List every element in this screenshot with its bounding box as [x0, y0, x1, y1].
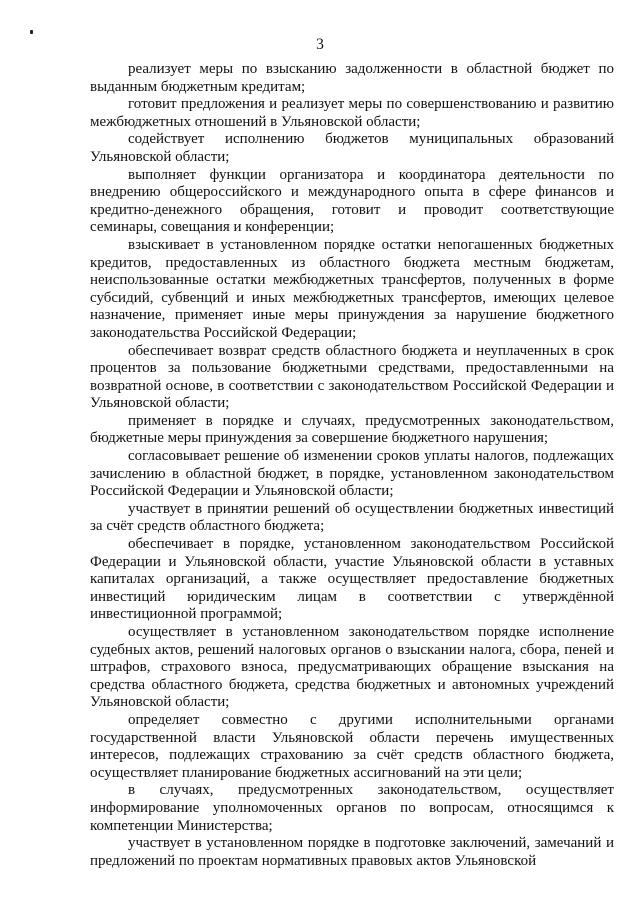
- paragraph-investment-decisions: участвует в принятии решений об осуществлении бюджетных инвестиций за счёт средств областного бюджета;: [90, 500, 614, 535]
- paragraph-debt-collection: реализует меры по взысканию задолженности в областной бюджет по выданным бюджетным кредитам;: [90, 61, 614, 95]
- page-number: 3: [316, 36, 324, 53]
- paragraph-recovery-of-balances: взыскивает в установленном порядке остатки непогашенных бюджетных кредитов, предоставленных из областного бюджета местным бюджетам, неиспользованные остатки межбюджетных трансфертов, полученных в форме субсидий, субвенций и иных межбюджетных трансфертов, имеющих целевое назначение, применяет иные меры принуждения за нарушение бюджетного законодательства Российской Федерации;: [90, 236, 614, 341]
- paragraph-coercive-measures: применяет в порядке и случаях, предусмотренных законодательством, бюджетные меры принуждения за совершение бюджетного нарушения;: [90, 412, 614, 447]
- paragraph-informing-authorities: в случаях, предусмотренных законодательством, осуществляет информирование уполномоченных органов по вопросам, относящимся к компетенции Министерства;: [90, 782, 614, 834]
- paragraph-municipal-budgets: содействует исполнению бюджетов муниципальных образований Ульяновской области;: [90, 131, 614, 165]
- scan-artifact-mark: [30, 30, 33, 34]
- paragraph-interbudget-relations: готовит предложения и реализует меры по совершенствованию и развитию межбюджетных отношений в Ульяновской области;: [90, 96, 614, 130]
- paragraph-property-insurance: определяет совместно с другими исполнительными органами государственной власти Ульяновской области перечень имущественных интересов, подлежащих страхованию за счёт средств областного бюджета, осуществляет планирование бюджетных ассигнований на эти цели;: [90, 711, 614, 781]
- document-body: [90, 61, 614, 870]
- paragraph-tax-deadlines: согласовывает решение об изменении сроков уплаты налогов, подлежащих зачислению в областной бюджет, в порядке, установленном законодательством Российской Федерации и Ульяновской области;: [90, 448, 614, 500]
- paragraph-return-of-funds: обеспечивает возврат средств областного бюджета и неуплаченных в срок процентов за пользование бюджетными средствами, предоставленными на возвратной основе, в соответствии с законодательством Российской Федерации и Ульяновской области;: [90, 342, 614, 412]
- paragraph-judicial-acts: осуществляет в установленном законодательством порядке исполнение судебных актов, решений налоговых органов о взыскании налога, сбора, пеней и штрафов, страхового взноса, предусматривающих обращение взыскания на средства областного бюджета, средства бюджетных и автономных учреждений Ульяновской области;: [90, 624, 614, 711]
- paragraph-draft-acts: участвует в установленном порядке в подготовке заключений, замечаний и предложений по проектам нормативных правовых актов Ульяновской: [90, 835, 614, 869]
- paragraph-coordinator-functions: выполняет функции организатора и координатора деятельности по внедрению общероссийского и международного опыта в сфере финансов и кредитно-денежного обращения, готовит и проводит соответствующие семинары, совещания и конференции;: [90, 166, 614, 236]
- paragraph-charter-capital: обеспечивает в порядке, установленном законодательством Российской Федерации и Ульяновской области, участие Ульяновской области в уставных капиталах организаций, а также осуществляет предоставление бюджетных инвестиций юридическим лицам в соответствии с утверждённой инвестиционной программой;: [90, 536, 614, 623]
